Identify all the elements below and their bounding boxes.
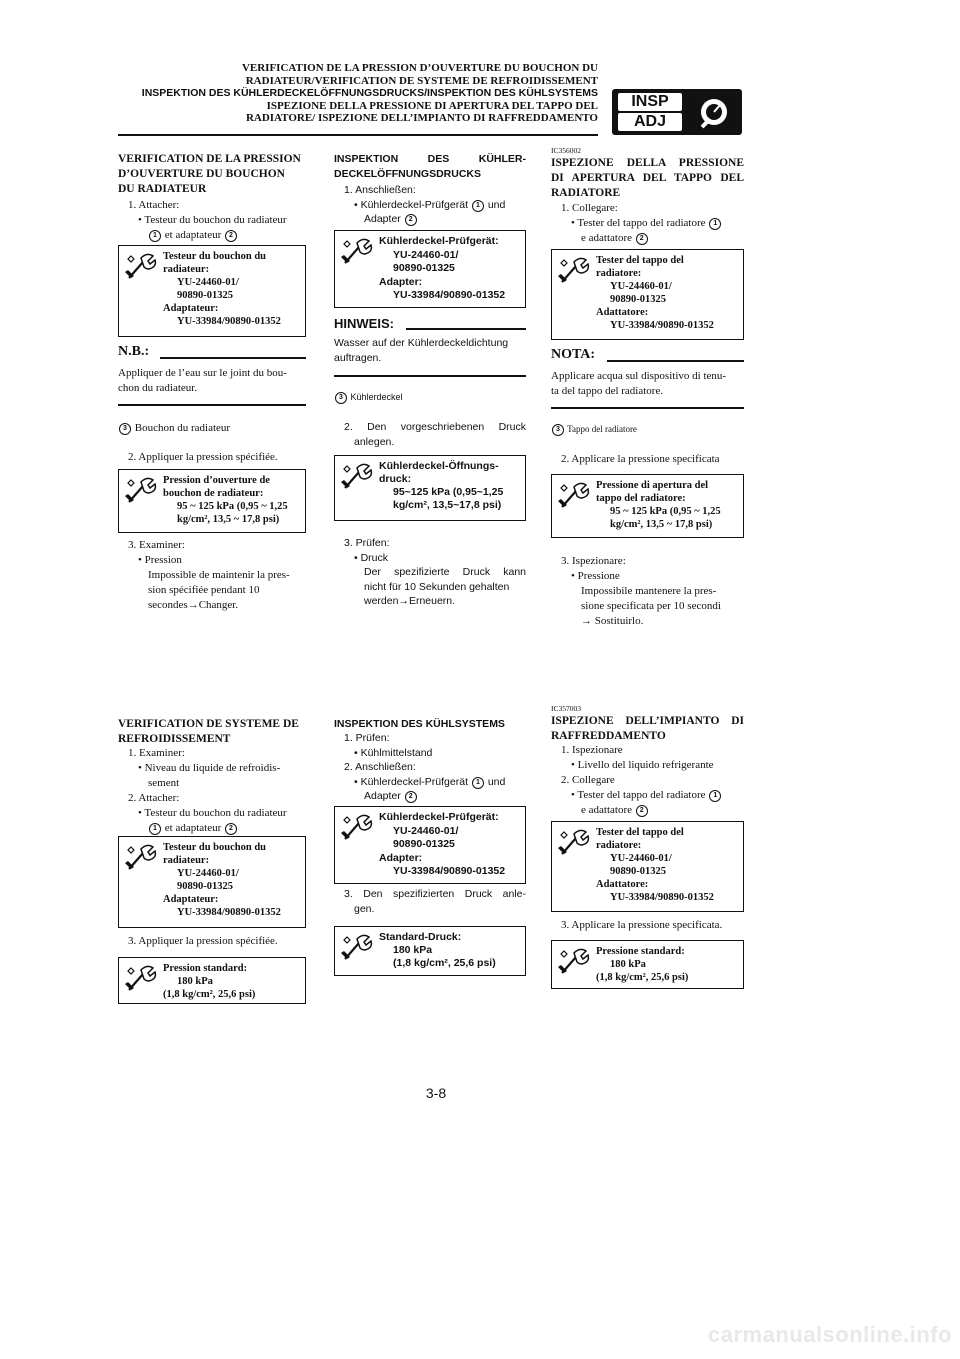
box-value: YU-24460-01/ <box>610 853 672 864</box>
tool-box-de2 <box>334 806 526 884</box>
tool-icon <box>556 945 590 977</box>
step-bullet: • Tester del tappo del radiatore <box>571 217 706 229</box>
note-line-text: ta del tappo del radiatore. <box>551 385 664 397</box>
box-label: Adattatore: <box>596 307 649 318</box>
step-fr2-3: 3. Appliquer la pression spécifiée. <box>128 935 278 947</box>
step-text: und <box>487 198 506 211</box>
step-text: 2. Attacher: <box>128 792 180 804</box>
box-value: 90890-01325 <box>177 881 233 892</box>
box-value: kg/cm², 13,5 ~ 17,8 psi) <box>610 519 713 530</box>
section-title-de1 <box>334 152 526 182</box>
box-label: Adattatore: <box>596 879 649 890</box>
note-text-de1 <box>334 336 526 365</box>
header-line-it1: ISPEZIONE DELLA PRESSIONE DI APERTURA DEL TAPPO DEL <box>266 99 598 112</box>
tool-box-fr1 <box>118 245 306 337</box>
tool-icon <box>123 250 157 282</box>
step-bullet: • Kühlerdeckel-Prüfgerät <box>354 776 468 788</box>
box-value: YU-24460-01/ <box>393 824 459 837</box>
box-label: radiateur: <box>163 264 210 275</box>
step-text: und <box>487 775 506 788</box>
box-value: 180 kPa <box>177 976 213 987</box>
title-line: RADIATORE <box>551 187 621 199</box>
step-text: 3. Prüfen: <box>344 537 390 549</box>
box-label: radiatore: <box>596 840 642 851</box>
note-heading-fr1: N.B.: <box>118 344 150 359</box>
section-title-de2: INSPEKTION DES KÜHLSYSTEMS <box>334 718 505 730</box>
step-text: 1. Prüfen: <box>344 732 390 744</box>
step-bullet: • Testeur du bouchon du radiateur <box>138 214 287 226</box>
section-title-it2 <box>551 714 744 744</box>
step-bullet: • Kühlerdeckel-Prüfgerät <box>354 199 468 211</box>
header-rule <box>118 134 598 136</box>
box-label: Kühlerdeckel-Öffnungs- <box>379 460 499 472</box>
watermark: carmanualsonline.info <box>708 1322 952 1347</box>
note-rule <box>607 360 744 362</box>
step-text: e adattatore <box>581 804 632 816</box>
title-line: VERIFICATION DE SYSTEME DE <box>118 718 299 730</box>
note-end-rule <box>551 407 744 409</box>
title-line: DI APERTURA DEL TAPPO DEL <box>551 172 744 184</box>
title-line: INSPEKTION DES KÜHLER- <box>334 153 526 165</box>
section-code-it2: IC357003 <box>551 704 581 713</box>
insp-adj-badge <box>612 89 742 135</box>
step-fr1-2: 2. Appliquer la pression spécifiée. <box>128 451 278 463</box>
box-label: Standard-Druck: <box>379 931 462 943</box>
spec-box-it2 <box>551 940 744 989</box>
step-bullet: • Kühlmittelstand <box>354 747 432 759</box>
ref-mark-1: 1 <box>709 790 721 802</box>
step-bullet: • Niveau du liquide de refroidis- <box>138 762 280 774</box>
box-value: YU-33984/90890-01352 <box>393 865 506 877</box>
step-text: 1. Ispezionare <box>561 744 623 756</box>
step-text: sement <box>148 777 180 789</box>
box-label: Tester del tappo del <box>596 827 684 838</box>
box-label: Adapter: <box>379 851 423 864</box>
box-label: druck: <box>379 473 412 485</box>
tool-box-fr2 <box>118 836 306 928</box>
step-text: sione specificata per 10 secondi <box>581 600 721 612</box>
box-value: YU-24460-01/ <box>177 868 239 879</box>
title-line: ISPEZIONE DELLA PRESSIONE <box>551 157 744 169</box>
steps-fr2 <box>118 746 306 836</box>
ref-mark-2: 2 <box>636 233 648 245</box>
step-bullet: • Pression <box>138 554 182 566</box>
step-bullet: • Livello del liquido refrigerante <box>571 759 714 771</box>
box-label: Kühlerdeckel-Prüfgerät: <box>379 235 499 247</box>
box-value: (1,8 kg/cm², 25,6 psi) <box>163 989 256 1000</box>
note-rule <box>160 357 306 359</box>
tool-box-it2 <box>551 821 744 912</box>
box-value: YU-33984/90890-01352 <box>610 892 714 903</box>
spec-box-fr2 <box>118 957 306 1004</box>
tool-icon <box>339 460 373 492</box>
box-value: 95 ~ 125 kPa (0,95 ~ 1,25 <box>610 506 721 517</box>
note-line-text: auftragen. <box>334 351 382 364</box>
step-text: 1. Attacher: <box>128 199 180 211</box>
ref-mark-1: 1 <box>149 230 161 242</box>
box-value: (1,8 kg/cm², 25,6 psi) <box>393 957 496 969</box>
step-text: Adapter <box>364 213 401 225</box>
box-value: 95~125 kPa (0,95~1,25 <box>393 486 504 498</box>
box-value: YU-33984/90890-01352 <box>393 289 506 301</box>
section-title-fr2 <box>118 717 306 747</box>
page-number: 3-8 <box>425 1085 447 1101</box>
note-end-rule <box>118 404 306 406</box>
box-value: kg/cm², 13,5~17,8 psi) <box>393 499 502 511</box>
step-it1-2: 2. Applicare la pressione specificata <box>561 453 720 465</box>
step-fr1-3 <box>118 538 306 613</box>
note-text-it1 <box>551 369 744 399</box>
step-text: secondes→Changer. <box>148 599 239 611</box>
note-line-text: chon du radiateur. <box>118 382 198 394</box>
tool-icon <box>339 811 373 843</box>
step-text: Impossible de maintenir la pres- <box>148 569 290 581</box>
spec-box-it1 <box>551 474 744 538</box>
step-it1-3 <box>551 554 744 629</box>
step-text: 3. Ispezionare: <box>561 555 626 567</box>
box-label: Pression d’ouverture de <box>163 475 270 486</box>
box-value: YU-24460-01/ <box>177 277 239 288</box>
tool-icon <box>556 826 590 858</box>
steps-de1-attach <box>334 183 526 227</box>
ref-mark-2: 2 <box>225 230 237 242</box>
spec-box-de2 <box>334 926 526 976</box>
step-it2-3: 3. Applicare la pressione specificata. <box>561 919 723 931</box>
step-text: 3. Den spezifizierten Druck anle- <box>344 888 526 900</box>
step-de2-3 <box>334 887 526 916</box>
badge-insp: INSP <box>618 93 682 111</box>
note-heading-it1: NOTA: <box>551 347 596 362</box>
box-label: Pressione standard: <box>596 946 685 957</box>
step-text: werden→Erneuern. <box>364 595 456 607</box>
ref-mark-3: 3 <box>119 423 131 435</box>
box-value: YU-33984/90890-01352 <box>610 320 714 331</box>
page-header <box>118 62 598 125</box>
ref-mark-1: 1 <box>472 200 484 212</box>
box-label: Kühlerdeckel-Prüfgerät: <box>379 811 499 823</box>
steps-it2 <box>551 743 744 818</box>
step-text: 1. Collegare: <box>561 202 618 214</box>
step-text: et adaptateur <box>164 822 222 834</box>
ref-mark-1: 1 <box>149 823 161 835</box>
step-text: e adattatore <box>581 232 632 244</box>
tool-icon <box>556 479 590 511</box>
box-label: Pression standard: <box>163 963 248 974</box>
step-bullet: • Testeur du bouchon du radiateur <box>138 807 287 819</box>
step-text: sion spécifiée pendant 10 <box>148 584 260 596</box>
step-text: 1. Examiner: <box>128 747 185 759</box>
ref-mark-2: 2 <box>636 805 648 817</box>
tool-icon <box>123 962 157 994</box>
box-value: YU-33984/90890-01352 <box>177 316 281 327</box>
title-line: RAFFREDDAMENTO <box>551 730 666 742</box>
spec-box-de1 <box>334 455 526 521</box>
legend-it1 <box>551 424 744 436</box>
box-value: 180 kPa <box>610 959 646 970</box>
legend-text: Bouchon du radiateur <box>134 422 231 434</box>
steps-it1-attach <box>551 201 744 246</box>
header-line-it2: RADIATORE/ ISPEZIONE DELL’IMPIANTO DI RAFFREDDAMENTO <box>245 112 598 124</box>
step-text: 2. Collegare <box>561 774 615 786</box>
step-text: Impossibile mantenere la pres- <box>581 585 717 597</box>
tool-icon <box>339 931 373 963</box>
step-de1-2 <box>334 420 526 449</box>
tool-icon <box>123 841 157 873</box>
box-value: 90890-01325 <box>177 290 233 301</box>
header-line-fr1: VERIFICATION DE LA PRESSION D’OUVERTURE DU BOUCHON DU <box>241 62 598 74</box>
title-line: ISPEZIONE DELL’IMPIANTO DI <box>551 715 744 727</box>
step-bullet: • Druck <box>354 552 388 564</box>
step-text: Adapter <box>364 790 401 802</box>
note-end-rule <box>334 375 526 377</box>
badge-adj: ADJ <box>618 113 682 131</box>
box-label: radiateur: <box>163 855 210 866</box>
box-label: Tester del tappo del <box>596 255 684 266</box>
box-value: (1,8 kg/cm², 25,6 psi) <box>596 972 689 983</box>
box-value: 95 ~ 125 kPa (0,95 ~ 1,25 <box>177 501 288 512</box>
ref-mark-3: 3 <box>335 392 347 404</box>
header-line-fr2: RADIATEUR/VERIFICATION DE SYSTEME DE REFROIDISSEMENT <box>245 74 598 87</box>
note-line-text: Wasser auf der Kühlerdeckeldichtung <box>334 337 509 349</box>
box-value: 90890-01325 <box>610 294 666 305</box>
note-line-text: Appliquer de l’eau sur le joint du bou- <box>118 367 287 379</box>
box-label: radiatore: <box>596 268 642 279</box>
section-title-fr1 <box>118 152 306 197</box>
box-label: Pressione di apertura del <box>596 480 709 491</box>
steps-fr1-attach <box>118 198 306 243</box>
box-value: YU-33984/90890-01352 <box>177 907 281 918</box>
step-text: 2. Anschließen: <box>344 761 416 773</box>
steps-de2 <box>334 731 526 804</box>
tool-box-de1 <box>334 230 526 308</box>
header-line-de: INSPEKTION DES KÜHLERDECKELÖFFNUNGSDRUCKS/INSPEKTION DES KÜHLSYSTEMS <box>141 87 598 99</box>
box-label: Adaptateur: <box>163 894 219 905</box>
box-value: 90890-01325 <box>393 262 455 274</box>
title-line: VERIFICATION DE LA PRESSION <box>118 153 301 165</box>
step-text: 2. Den vorgeschriebenen Druck <box>344 421 526 433</box>
title-line: D’OUVERTURE DU BOUCHON <box>118 168 285 180</box>
step-text: Der spezifizierte Druck kann <box>364 566 526 578</box>
box-label: Testeur du bouchon du <box>163 251 267 262</box>
tool-icon <box>556 254 590 286</box>
tool-box-it1 <box>551 249 744 340</box>
wrench-gauge-icon <box>694 93 734 131</box>
step-text: nicht für 10 Sekunden gehalten <box>364 580 510 593</box>
box-value: YU-24460-01/ <box>610 281 672 292</box>
legend-text: Kühlerdeckel <box>350 392 403 402</box>
step-text: 3. Examiner: <box>128 539 185 551</box>
box-label: tappo del radiatore: <box>596 493 686 504</box>
note-line-text: Applicare acqua sul dispositivo di tenu- <box>551 370 727 382</box>
step-bullet: • Pressione <box>571 570 620 582</box>
section-title-it1 <box>551 156 744 201</box>
step-text: anlegen. <box>354 435 395 448</box>
note-text-fr1 <box>118 366 306 396</box>
box-value: 90890-01325 <box>610 866 666 877</box>
step-text: 1. Anschließen: <box>344 184 416 196</box>
tool-icon <box>339 235 373 267</box>
tool-icon <box>123 474 157 506</box>
title-line: DU RADIATEUR <box>118 183 207 195</box>
box-value: YU-24460-01/ <box>393 248 459 261</box>
box-label: Adaptateur: <box>163 303 219 314</box>
step-bullet: • Tester del tappo del radiatore <box>571 789 706 801</box>
box-label: Testeur du bouchon du <box>163 842 267 853</box>
legend-fr1 <box>118 421 306 436</box>
step-text: et adaptateur <box>164 229 222 241</box>
legend-de1 <box>334 392 526 404</box>
ref-mark-3: 3 <box>552 424 564 436</box>
step-text: gen. <box>354 902 375 915</box>
legend-text: Tappo del radiatore <box>567 424 637 434</box>
ref-mark-2: 2 <box>405 791 417 803</box>
ref-mark-1: 1 <box>472 777 484 789</box>
ref-mark-2: 2 <box>405 214 417 226</box>
step-text: → Sostituirlo. <box>581 615 644 627</box>
step-de1-3 <box>334 536 526 609</box>
box-value: 90890-01325 <box>393 838 455 850</box>
box-label: Adapter: <box>379 275 423 288</box>
box-label: bouchon de radiateur: <box>163 488 264 499</box>
section-code-it1: IC356002 <box>551 146 581 155</box>
note-heading-de1: HINWEIS: <box>334 316 394 331</box>
box-value: 180 kPa <box>393 944 433 956</box>
ref-mark-1: 1 <box>709 218 721 230</box>
title-line: DECKELÖFFNUNGSDRUCKS <box>334 168 481 180</box>
note-rule <box>406 328 526 330</box>
spec-box-fr1 <box>118 469 306 533</box>
box-value: kg/cm², 13,5 ~ 17,8 psi) <box>177 514 280 525</box>
title-line: REFROIDISSEMENT <box>118 733 231 745</box>
ref-mark-2: 2 <box>225 823 237 835</box>
